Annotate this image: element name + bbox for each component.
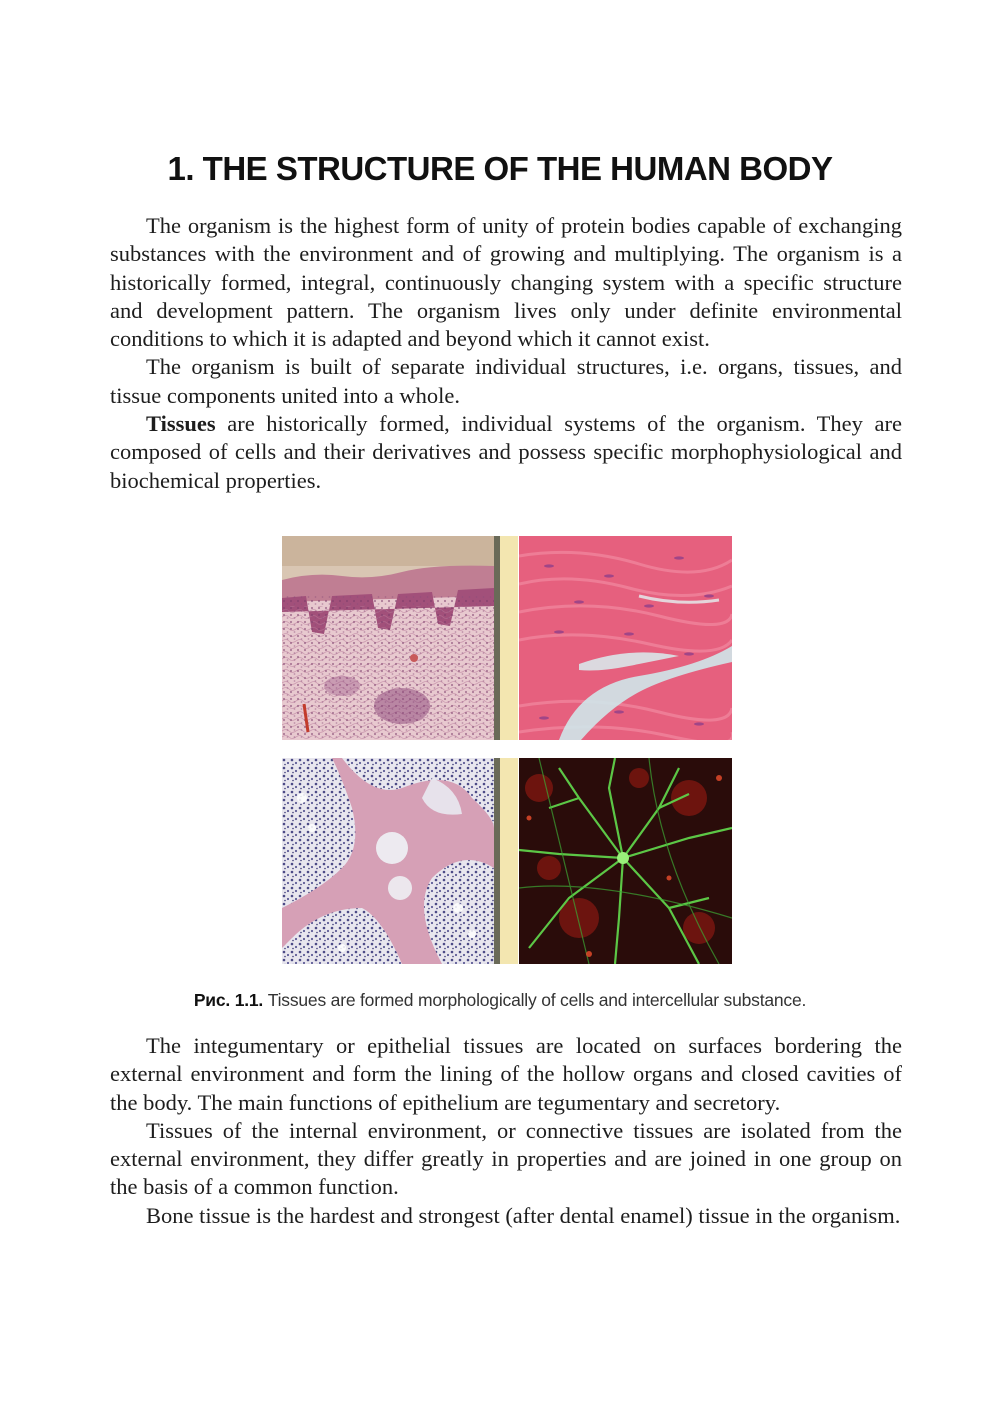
paragraph-epithelial: The integumentary or epithelial tissues are located on surfaces bordering the external environment and form the lining of the hollow organs and closed cavities of the body. The main functions of epithelium are tegumentary and secretory. — [110, 1033, 902, 1115]
bone-tissue-micrograph — [282, 758, 494, 964]
tissue-figure — [282, 536, 732, 964]
figure-caption-text: Tissues are formed morphologically of cells and intercellular substance. — [263, 990, 807, 1010]
epithelial-tissue-micrograph — [282, 536, 494, 740]
term-tissues: Tissues — [146, 411, 216, 437]
paragraph-organism-structure: The organism is built of separate individual structures, i.e. organs, tissues, and tissue components united into a whole. — [110, 354, 902, 408]
body-text — [110, 1032, 902, 1230]
figure-caption — [0, 990, 1000, 1011]
figure-divider-top-light — [500, 536, 518, 740]
muscle-tissue-micrograph — [519, 536, 732, 740]
paragraph-bone: Bone tissue is the hardest and strongest (after dental enamel) tissue in the organism. — [146, 1202, 901, 1228]
chapter-title: 1. THE STRUCTURE OF THE HUMAN BODY — [167, 150, 833, 187]
paragraph-organism-definition: The organism is the highest form of unity of protein bodies capable of exchanging substances with the environment and of growing and multiplying. The organism is a historically formed, integral, continuously changing system with a specific structure and development pattern. The organism lives only under definite environmental conditions to which it is adapted and beyond which it cannot exist. — [110, 213, 902, 352]
figure-divider-bottom-light — [500, 758, 518, 964]
intro-text — [110, 212, 902, 495]
paragraph-tissues — [110, 410, 902, 495]
nerve-tissue-micrograph — [519, 758, 732, 964]
figure-caption-label: Рис. 1.1. — [193, 990, 264, 1010]
paragraph-connective: Tissues of the internal environment, or connective tissues are isolated from the external environment, they differ greatly in properties and are joined in one group on the basis of a common function. — [110, 1117, 902, 1200]
tissues-definition: are historically formed, individual systems of the organism. They are composed of cells and their derivatives and possess specific morphophysiological and biochemical properties. — [110, 411, 902, 493]
